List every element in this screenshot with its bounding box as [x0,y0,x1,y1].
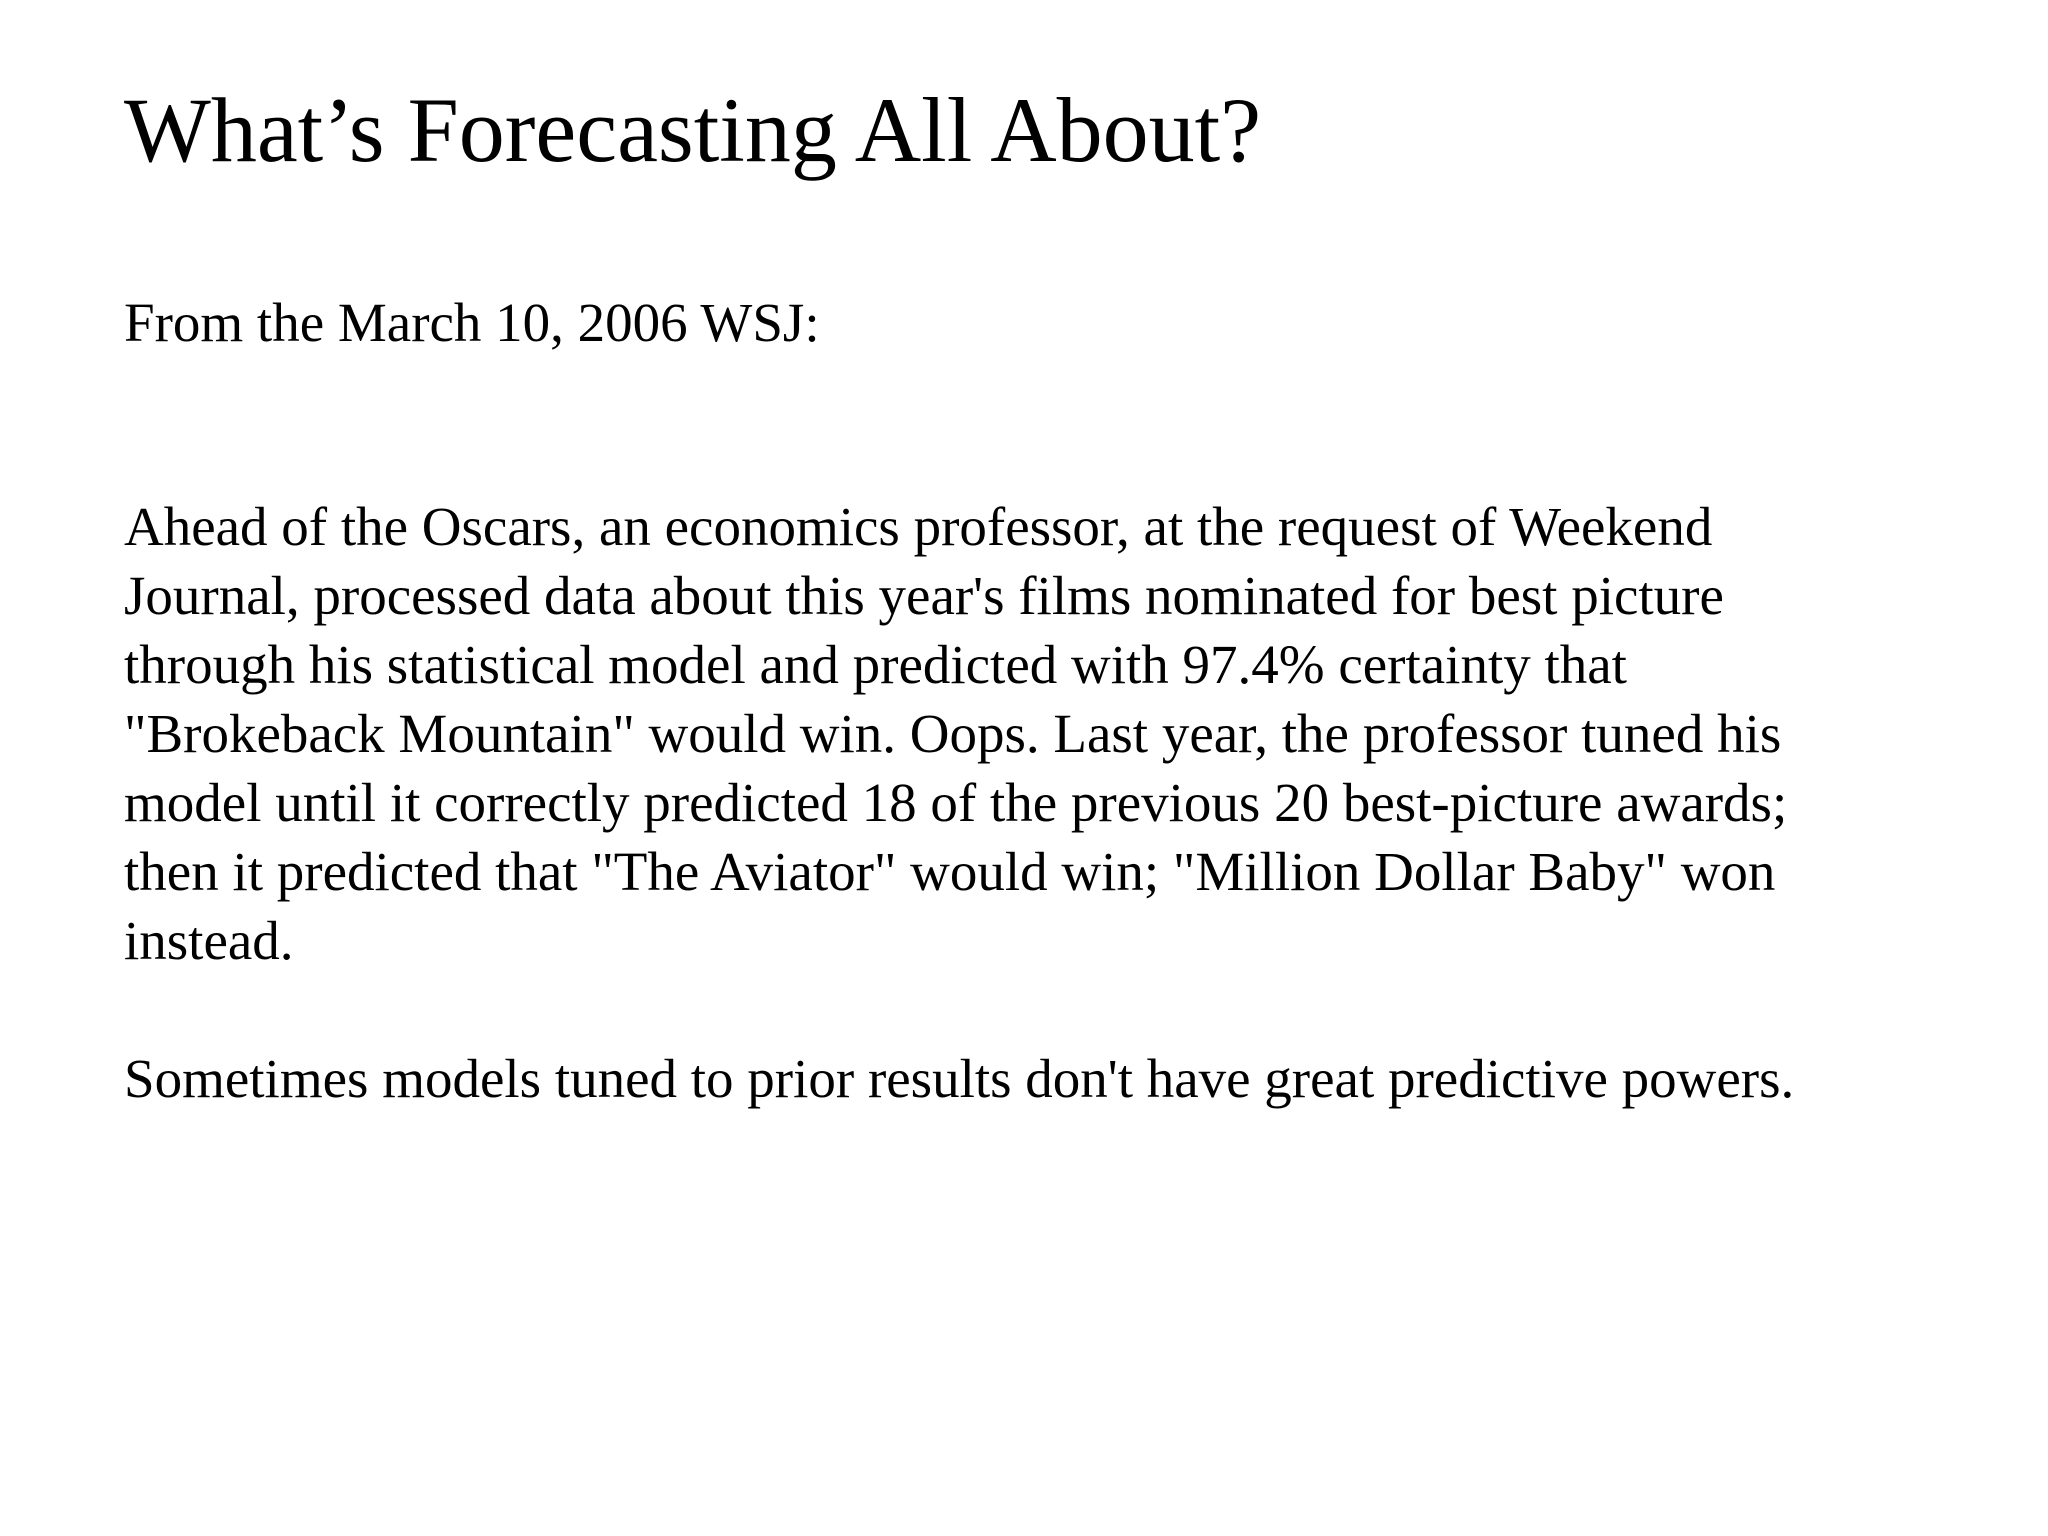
quote-line: "Brokeback Mountain" would win. Oops. Last year, the professor tuned his [124,703,1782,764]
slide-title: What’s Forecasting All About? [124,79,1262,181]
quote-line: model until it correctly predicted 18 of the previous 20 best-picture awards; [124,772,1788,833]
conclusion-text: Sometimes models tuned to prior results don't have great predictive powers. [124,1048,1795,1109]
source-citation: From the March 10, 2006 WSJ: [124,292,820,353]
quote-line: then it predicted that "The Aviator" would win; "Million Dollar Baby" won [124,841,1776,902]
quote-paragraph [124,492,1787,975]
quote-line: through his statistical model and predicted with 97.4% certainty that [124,634,1627,695]
quote-line: instead. [124,910,294,971]
quote-line: Journal, processed data about this year's films nominated for best picture [124,565,1724,626]
quote-line: Ahead of the Oscars, an economics professor, at the request of Weekend [124,496,1713,557]
